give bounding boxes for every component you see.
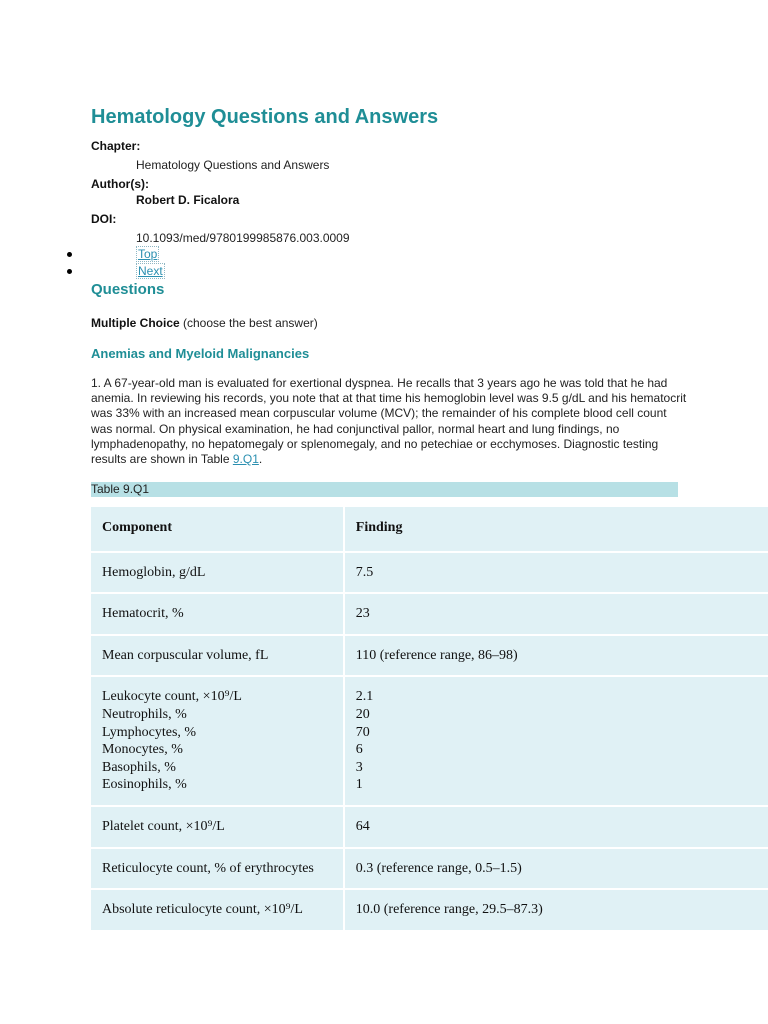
finding-text: 110 (reference range, 86–98) bbox=[355, 647, 518, 663]
multiple-choice-line bbox=[91, 315, 318, 331]
component-text: Absolute reticulocyte count, ×10⁹/L bbox=[102, 902, 303, 918]
component-cell bbox=[91, 849, 345, 891]
results-table bbox=[91, 507, 768, 932]
authors-label: Author(s): bbox=[91, 177, 149, 191]
bullet-icon bbox=[67, 269, 72, 274]
finding-cell bbox=[345, 890, 768, 932]
component-cell bbox=[91, 890, 345, 932]
component-text: Leukocyte count, ×10⁹/L bbox=[102, 689, 242, 705]
table-row bbox=[91, 553, 768, 595]
finding-cell bbox=[345, 553, 768, 595]
finding-cell bbox=[345, 807, 768, 849]
finding-cell bbox=[345, 677, 768, 807]
component-cell bbox=[91, 553, 345, 595]
component-cell bbox=[91, 677, 345, 807]
question-text bbox=[91, 376, 691, 467]
finding-text: 6 bbox=[355, 742, 363, 758]
table-caption: Table 9.Q1 bbox=[91, 482, 678, 497]
finding-cell bbox=[345, 594, 768, 636]
component-text: Platelet count, ×10⁹/L bbox=[102, 818, 225, 834]
table-row bbox=[91, 849, 768, 891]
finding-text: 23 bbox=[355, 606, 370, 622]
chapter-label: Chapter: bbox=[91, 139, 141, 153]
questions-heading: Questions bbox=[91, 281, 165, 298]
header-finding: Finding bbox=[345, 507, 768, 553]
subsection-title: Anemias and Myeloid Malignancies bbox=[91, 346, 310, 361]
table-row bbox=[91, 636, 768, 678]
component-text: Hematocrit, % bbox=[102, 606, 184, 622]
finding-text: 64 bbox=[355, 818, 370, 834]
chapter-value: Hematology Questions and Answers bbox=[136, 158, 330, 172]
doi-value: 10.1093/med/9780199985876.003.0009 bbox=[136, 231, 350, 245]
finding-cell bbox=[345, 636, 768, 678]
component-text: Neutrophils, % bbox=[102, 706, 187, 722]
doi-label: DOI: bbox=[91, 212, 117, 226]
table-row bbox=[91, 807, 768, 849]
finding-text: 70 bbox=[355, 724, 370, 740]
component-text: Mean corpuscular volume, fL bbox=[102, 647, 269, 663]
multiple-choice-instruction: (choose the best answer) bbox=[179, 316, 318, 330]
finding-text: 2.1 bbox=[355, 689, 374, 705]
component-cell bbox=[91, 807, 345, 849]
next-link[interactable]: Next bbox=[138, 264, 163, 278]
finding-text: 20 bbox=[355, 706, 370, 722]
table-row bbox=[91, 594, 768, 636]
finding-text: 3 bbox=[355, 759, 363, 775]
table-body bbox=[91, 553, 768, 932]
component-text: Basophils, % bbox=[102, 759, 176, 775]
finding-cell bbox=[345, 849, 768, 891]
component-text: Eosinophils, % bbox=[102, 777, 187, 793]
authors-value: Robert D. Ficalora bbox=[136, 193, 240, 207]
component-cell bbox=[91, 594, 345, 636]
component-text: Monocytes, % bbox=[102, 742, 183, 758]
table-header-row bbox=[91, 507, 768, 553]
component-cell bbox=[91, 636, 345, 678]
table-ref-link[interactable]: 9.Q1 bbox=[232, 452, 259, 467]
component-text: Reticulocyte count, % of erythrocytes bbox=[102, 860, 314, 876]
multiple-choice-label: Multiple Choice bbox=[91, 316, 180, 330]
finding-text: 1 bbox=[355, 777, 363, 793]
finding-text: 0.3 (reference range, 0.5–1.5) bbox=[355, 860, 522, 876]
question-end: . bbox=[258, 452, 263, 467]
question-body: 1. A 67-year-old man is evaluated for exertional dyspnea. He recalls that 3 years ago he was told that he had anemia. In reviewing his records, you note that at that time his hemoglobin level was 9.5 g/dL and his hematocrit was 33% with an increased mean corpuscular volume (MCV); the remainder of his complete blood cell count was normal. On physical examination, he had conjunctival pallor, normal heart and lung findings, no lymphadenopathy, no hepatomegaly or splenomegaly, and no petechiae or ecchymoses. Diagnostic testing results are shown in Table bbox=[91, 376, 687, 467]
table-row bbox=[91, 890, 768, 932]
page-title: Hematology Questions and Answers bbox=[91, 106, 439, 128]
top-link[interactable]: Top bbox=[138, 247, 158, 261]
finding-text: 10.0 (reference range, 29.5–87.3) bbox=[355, 902, 543, 918]
component-text: Lymphocytes, % bbox=[102, 724, 197, 740]
table-row bbox=[91, 677, 768, 807]
component-text: Hemoglobin, g/dL bbox=[102, 564, 206, 580]
finding-text: 7.5 bbox=[355, 564, 374, 580]
bullet-icon bbox=[67, 252, 72, 257]
header-component: Component bbox=[91, 507, 345, 553]
